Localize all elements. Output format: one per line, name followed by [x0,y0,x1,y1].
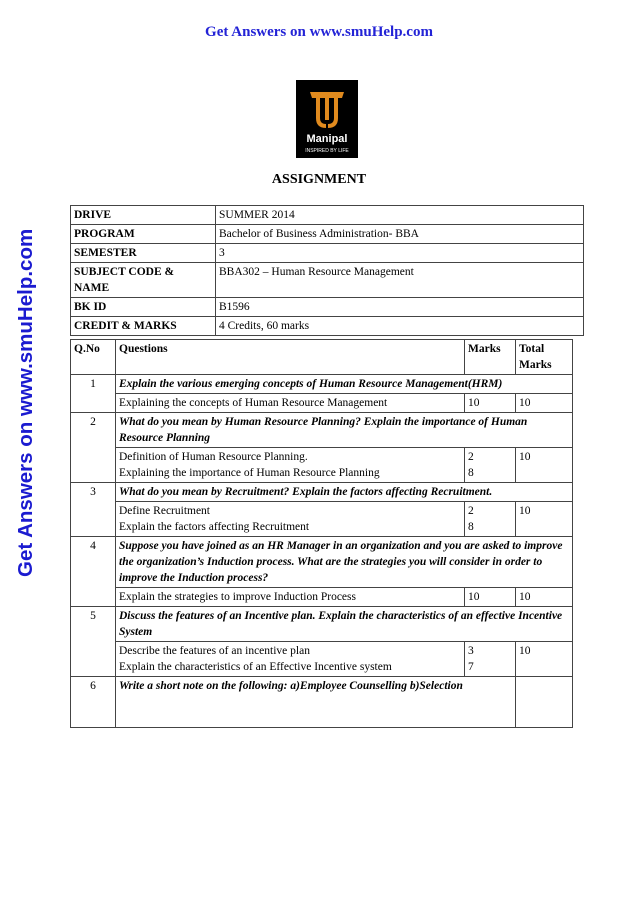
question-number: 2 [71,413,116,483]
question-text: Suppose you have joined as an HR Manager in an organization and you are asked to improve the organization’s Induction process. What are the strategies you will consider in order to improve the Induction process? [116,537,573,588]
question-text: Explain the various emerging concepts of Human Resource Management(HRM) [116,375,573,394]
info-value: 3 [216,244,584,263]
info-key: CREDIT & MARKS [71,317,216,336]
question-number: 4 [71,537,116,607]
question-parts: Explaining the concepts of Human Resource Management [116,394,465,413]
info-key: DRIVE [71,206,216,225]
question-total: 10 [516,448,573,483]
question-text: Write a short note on the following: a)Employee Counselling b)Selection [116,677,516,728]
question-marks: 10 [465,394,516,413]
table-row [71,607,573,642]
manipal-logo [296,80,358,158]
question-total: 10 [516,394,573,413]
svg-text:Manipal: Manipal [306,133,348,145]
question-number: 5 [71,607,116,677]
header-marks: Marks [465,340,516,375]
question-total: 10 [516,502,573,537]
question-number: 1 [71,375,116,413]
question-marks: 2 8 [465,448,516,483]
header-link[interactable]: Get Answers on www.smuHelp.com [205,24,433,40]
question-parts: Define Recruitment Explain the factors affecting Recruitment [116,502,465,537]
table-row [71,642,573,677]
question-number: 6 [71,677,116,728]
question-parts: Definition of Human Resource Planning. Explaining the importance of Human Resource Planning [116,448,465,483]
table-row [71,394,573,413]
info-row [71,317,584,336]
questions-table [70,339,573,728]
question-parts: Describe the features of an incentive plan Explain the characteristics of an Effective Incentive system [116,642,465,677]
question-text: What do you mean by Human Resource Planning? Explain the importance of Human Resource Planning [116,413,573,448]
info-key: BK ID [71,298,216,317]
question-total: 10 [516,642,573,677]
table-row [71,677,573,728]
info-value: SUMMER 2014 [216,206,584,225]
table-header-row [71,340,573,375]
info-key: SUBJECT CODE & NAME [71,263,216,298]
table-row [71,502,573,537]
info-value: BBA302 – Human Resource Management [216,263,584,298]
info-row [71,263,584,298]
table-row [71,483,573,502]
info-row [71,225,584,244]
side-watermark: Get Answers on www.smuHelp.com [14,228,37,577]
table-row [71,375,573,394]
page-title: ASSIGNMENT [271,172,367,187]
table-row [71,537,573,588]
info-table [70,205,584,336]
header-questions: Questions [116,340,465,375]
question-marks: 10 [465,588,516,607]
svg-text:INSPIRED BY LIFE: INSPIRED BY LIFE [305,148,349,154]
table-row [71,413,573,448]
question-total: 10 [516,588,573,607]
info-row [71,298,584,317]
info-key: SEMESTER [71,244,216,263]
question-total [516,677,573,728]
question-marks: 3 7 [465,642,516,677]
info-row [71,206,584,225]
info-row [71,244,584,263]
info-value: 4 Credits, 60 marks [216,317,584,336]
info-value: Bachelor of Business Administration- BBA [216,225,584,244]
question-parts: Explain the strategies to improve Induction Process [116,588,465,607]
question-text: What do you mean by Recruitment? Explain the factors affecting Recruitment. [116,483,573,502]
table-row [71,448,573,483]
info-key: PROGRAM [71,225,216,244]
header-qno: Q.No [71,340,116,375]
question-number: 3 [71,483,116,537]
header-total: Total Marks [516,340,573,375]
question-marks: 2 8 [465,502,516,537]
info-value: B1596 [216,298,584,317]
question-text: Discuss the features of an Incentive plan. Explain the characteristics of an effective Incentive System [116,607,573,642]
table-row [71,588,573,607]
